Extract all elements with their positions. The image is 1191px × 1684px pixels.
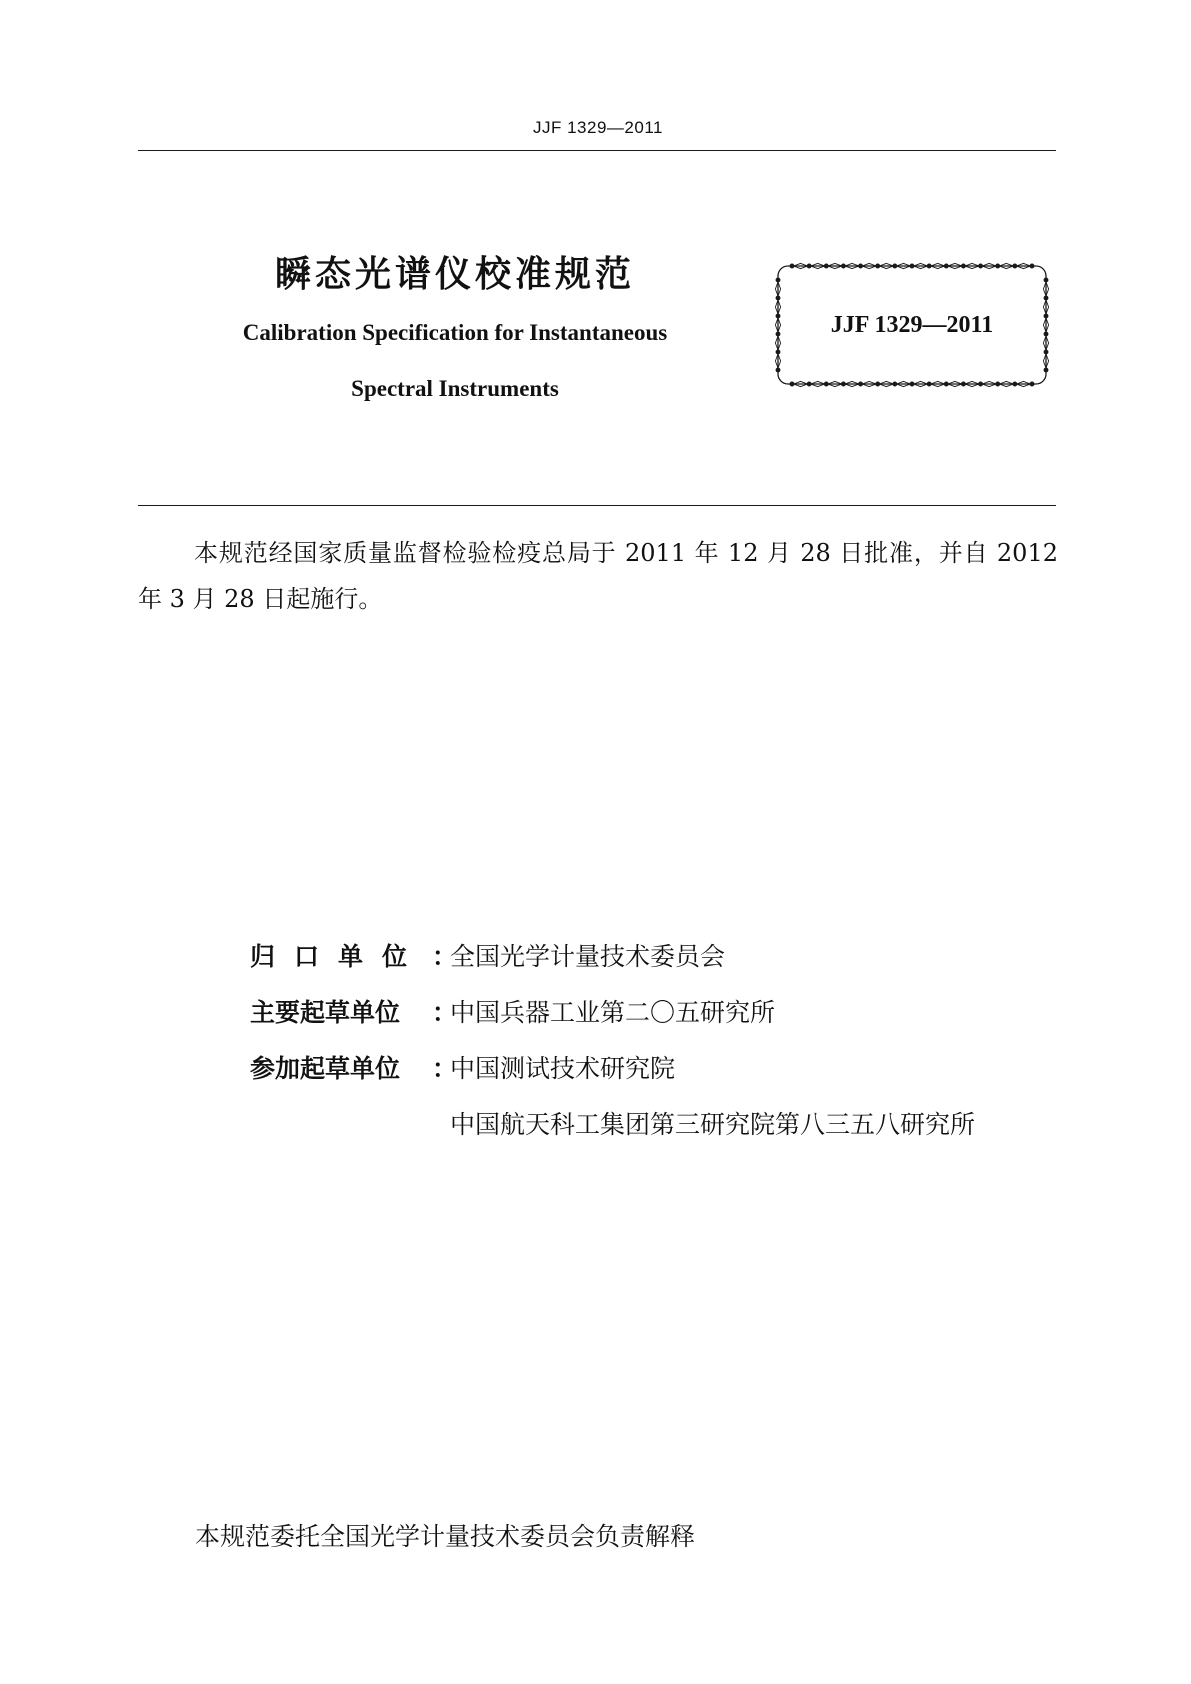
drafting-units <box>250 927 975 1151</box>
responsible-unit-row <box>250 927 975 983</box>
section-rule <box>138 505 1056 506</box>
participating-unit-row-continued <box>250 1095 975 1151</box>
participating-unit-value-2: 中国航天科工集团第三研究院第八三五八研究所 <box>450 1110 976 1139</box>
title-english-line-1: Calibration Specification for Instantaneous <box>242 320 668 345</box>
participating-unit-value-1: 中国测试技术研究院 <box>450 1054 676 1083</box>
main-drafting-unit-row <box>250 983 975 1039</box>
running-header: JJF 1329—2011 <box>533 118 663 137</box>
interpretation-statement: 本规范委托全国光学计量技术委员会负责解释 <box>195 1522 696 1551</box>
participating-unit-label: 参加起草单位 <box>250 1054 401 1083</box>
responsible-unit-label: 归口单位 <box>250 942 427 971</box>
colon: ： <box>432 998 458 1027</box>
main-drafting-unit-label: 主要起草单位 <box>250 998 401 1027</box>
header-rule <box>138 150 1056 151</box>
title-chinese: 瞬态光谱仪校准规范 <box>274 254 635 295</box>
approval-statement: 本规范经国家质量监督检验检疫总局于 2011 年 12 月 28 日批准，并自 2012 年 3 月 28 日起施行。 <box>138 539 1058 613</box>
main-drafting-unit-value: 中国兵器工业第二〇五研究所 <box>450 998 776 1027</box>
responsible-unit-value: 全国光学计量技术委员会 <box>450 942 726 971</box>
title-english-line-2: Spectral Instruments <box>351 376 559 401</box>
colon: ： <box>432 942 458 971</box>
standard-code: JJF 1329—2011 <box>830 311 994 338</box>
participating-unit-row <box>250 1039 975 1095</box>
colon: ： <box>432 1054 458 1083</box>
standard-code-box <box>774 262 1050 388</box>
